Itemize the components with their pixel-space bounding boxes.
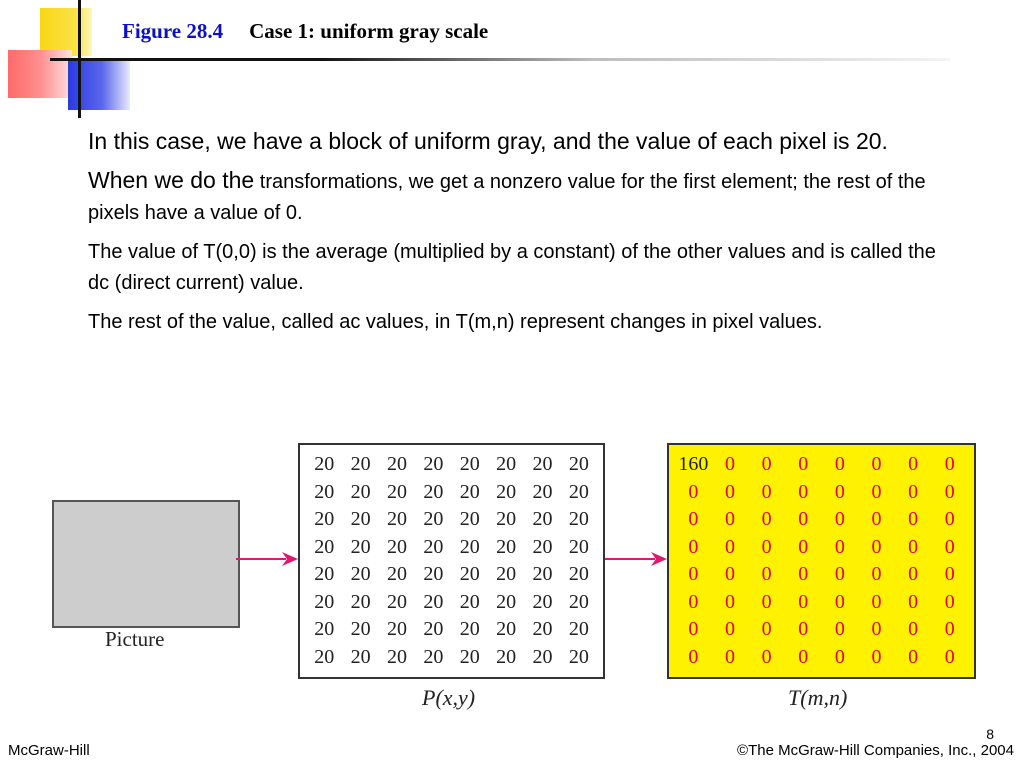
p-cell: 20 bbox=[568, 480, 589, 503]
t-cell: 0 bbox=[724, 590, 735, 613]
t-cell: 0 bbox=[798, 453, 809, 476]
p-cell: 20 bbox=[314, 590, 335, 613]
footer-copyright: ©The McGraw-Hill Companies, Inc., 2004 bbox=[737, 742, 1014, 759]
t-cell: 0 bbox=[871, 618, 882, 641]
t-cell: 0 bbox=[908, 645, 919, 668]
t-caption-args: (m,n) bbox=[800, 685, 848, 710]
p-cell: 20 bbox=[423, 645, 444, 668]
t-cell: 0 bbox=[908, 618, 919, 641]
t-cell: 0 bbox=[944, 535, 955, 558]
p-cell: 20 bbox=[423, 508, 444, 531]
t-matrix bbox=[675, 451, 968, 671]
p-cell: 20 bbox=[386, 535, 407, 558]
p-cell: 20 bbox=[314, 535, 335, 558]
p-cell: 20 bbox=[314, 508, 335, 531]
t-cell: 0 bbox=[688, 645, 699, 668]
t-cell: 0 bbox=[688, 618, 699, 641]
p-matrix bbox=[306, 451, 597, 671]
t-cell: 0 bbox=[798, 590, 809, 613]
p-cell: 20 bbox=[568, 453, 589, 476]
p-cell: 20 bbox=[386, 618, 407, 641]
title-underline bbox=[50, 58, 950, 61]
footer-publisher: McGraw-Hill bbox=[8, 742, 90, 759]
t-cell: 0 bbox=[834, 645, 845, 668]
p-cell: 20 bbox=[350, 480, 371, 503]
t-cell: 0 bbox=[834, 563, 845, 586]
p-cell: 20 bbox=[496, 535, 517, 558]
t-cell: 0 bbox=[871, 480, 882, 503]
t-cell: 0 bbox=[944, 480, 955, 503]
p-cell: 20 bbox=[459, 563, 480, 586]
t-cell: 0 bbox=[798, 618, 809, 641]
t-cell: 0 bbox=[834, 618, 845, 641]
t-cell: 0 bbox=[798, 563, 809, 586]
p-cell: 20 bbox=[532, 535, 553, 558]
t-cell: 0 bbox=[944, 508, 955, 531]
p-cell: 20 bbox=[496, 453, 517, 476]
p-cell: 20 bbox=[568, 645, 589, 668]
p-matrix-box bbox=[298, 443, 605, 679]
p-cell: 20 bbox=[459, 618, 480, 641]
p-cell: 20 bbox=[459, 645, 480, 668]
p-cell: 20 bbox=[459, 590, 480, 613]
t-cell: 0 bbox=[871, 590, 882, 613]
t-cell: 0 bbox=[761, 480, 772, 503]
p-cell: 20 bbox=[532, 453, 553, 476]
t-cell: 0 bbox=[908, 453, 919, 476]
p-cell: 20 bbox=[532, 508, 553, 531]
t-cell: 0 bbox=[688, 508, 699, 531]
t-cell: 0 bbox=[908, 563, 919, 586]
p-cell: 20 bbox=[423, 480, 444, 503]
t-cell: 0 bbox=[798, 645, 809, 668]
paragraph-2-lead: When we do the bbox=[88, 167, 255, 193]
p-cell: 20 bbox=[532, 645, 553, 668]
t-cell: 0 bbox=[724, 645, 735, 668]
t-cell: 0 bbox=[908, 535, 919, 558]
t-cell: 0 bbox=[834, 508, 845, 531]
p-cell: 20 bbox=[459, 480, 480, 503]
t-cell: 0 bbox=[724, 618, 735, 641]
t-cell: 0 bbox=[761, 645, 772, 668]
t-cell: 0 bbox=[944, 618, 955, 641]
t-cell: 0 bbox=[688, 590, 699, 613]
t-cell: 0 bbox=[688, 535, 699, 558]
t-cell: 0 bbox=[761, 535, 772, 558]
p-cell: 20 bbox=[386, 563, 407, 586]
page-number: 8 bbox=[986, 726, 994, 742]
paragraph-4: The rest of the value, called ac values, in T(m,n) represent changes in pixel values. bbox=[88, 311, 823, 333]
p-cell: 20 bbox=[314, 480, 335, 503]
t-cell: 160 bbox=[678, 453, 709, 476]
t-cell: 0 bbox=[834, 590, 845, 613]
p-cell: 20 bbox=[568, 618, 589, 641]
t-cell: 0 bbox=[834, 453, 845, 476]
p-cell: 20 bbox=[314, 618, 335, 641]
p-cell: 20 bbox=[423, 535, 444, 558]
paragraph-1: In this case, we have a block of uniform gray, and the value of each pixel is 20. bbox=[88, 128, 888, 154]
t-matrix-box bbox=[667, 443, 976, 679]
t-cell: 0 bbox=[761, 590, 772, 613]
picture-block bbox=[52, 500, 240, 628]
t-cell: 0 bbox=[871, 645, 882, 668]
p-cell: 20 bbox=[496, 508, 517, 531]
p-cell: 20 bbox=[496, 563, 517, 586]
t-cell: 0 bbox=[724, 563, 735, 586]
t-cell: 0 bbox=[761, 618, 772, 641]
p-cell: 20 bbox=[496, 590, 517, 613]
p-cell: 20 bbox=[568, 590, 589, 613]
t-cell: 0 bbox=[688, 563, 699, 586]
t-cell: 0 bbox=[798, 535, 809, 558]
p-cell: 20 bbox=[459, 508, 480, 531]
p-cell: 20 bbox=[350, 563, 371, 586]
p-matrix-caption bbox=[422, 685, 475, 711]
p-cell: 20 bbox=[532, 480, 553, 503]
p-cell: 20 bbox=[459, 453, 480, 476]
t-cell: 0 bbox=[871, 453, 882, 476]
figure-label: Figure 28.4 bbox=[122, 19, 224, 43]
t-cell: 0 bbox=[688, 480, 699, 503]
t-caption-func: T bbox=[788, 685, 801, 710]
p-cell: 20 bbox=[496, 618, 517, 641]
p-cell: 20 bbox=[423, 563, 444, 586]
p-cell: 20 bbox=[350, 618, 371, 641]
t-cell: 0 bbox=[944, 645, 955, 668]
title-caption: Case 1: uniform gray scale bbox=[249, 19, 489, 43]
p-cell: 20 bbox=[350, 453, 371, 476]
t-cell: 0 bbox=[724, 480, 735, 503]
t-matrix-caption bbox=[788, 685, 847, 711]
p-cell: 20 bbox=[532, 563, 553, 586]
t-cell: 0 bbox=[761, 453, 772, 476]
p-cell: 20 bbox=[350, 535, 371, 558]
slide-title bbox=[122, 19, 488, 44]
t-cell: 0 bbox=[834, 480, 845, 503]
p-cell: 20 bbox=[423, 453, 444, 476]
t-cell: 0 bbox=[724, 508, 735, 531]
t-cell: 0 bbox=[871, 535, 882, 558]
t-cell: 0 bbox=[798, 480, 809, 503]
p-cell: 20 bbox=[532, 590, 553, 613]
t-cell: 0 bbox=[871, 563, 882, 586]
p-cell: 20 bbox=[568, 535, 589, 558]
t-cell: 0 bbox=[798, 508, 809, 531]
p-cell: 20 bbox=[350, 645, 371, 668]
t-cell: 0 bbox=[834, 535, 845, 558]
p-cell: 20 bbox=[568, 508, 589, 531]
p-caption-args: (x,y) bbox=[435, 685, 476, 710]
p-caption-func: P bbox=[422, 685, 436, 710]
logo-yellow-square bbox=[40, 8, 92, 56]
t-cell: 0 bbox=[724, 535, 735, 558]
t-cell: 0 bbox=[761, 563, 772, 586]
t-cell: 0 bbox=[944, 563, 955, 586]
p-cell: 20 bbox=[496, 645, 517, 668]
p-cell: 20 bbox=[386, 480, 407, 503]
p-cell: 20 bbox=[350, 590, 371, 613]
p-cell: 20 bbox=[459, 535, 480, 558]
p-cell: 20 bbox=[314, 563, 335, 586]
t-cell: 0 bbox=[724, 453, 735, 476]
p-cell: 20 bbox=[423, 590, 444, 613]
paragraph-2-rest: transformations, we get a nonzero value for the first element; the rest of the pixels have a value of 0. bbox=[88, 171, 926, 224]
paragraph-2 bbox=[88, 165, 958, 229]
t-cell: 0 bbox=[908, 590, 919, 613]
t-cell: 0 bbox=[944, 590, 955, 613]
p-cell: 20 bbox=[386, 508, 407, 531]
body-text bbox=[88, 126, 958, 346]
p-cell: 20 bbox=[386, 453, 407, 476]
p-cell: 20 bbox=[350, 508, 371, 531]
p-cell: 20 bbox=[568, 563, 589, 586]
p-cell: 20 bbox=[496, 480, 517, 503]
p-cell: 20 bbox=[386, 645, 407, 668]
arrow-picture-to-p bbox=[236, 551, 298, 567]
p-cell: 20 bbox=[386, 590, 407, 613]
t-cell: 0 bbox=[761, 508, 772, 531]
t-cell: 0 bbox=[944, 453, 955, 476]
p-cell: 20 bbox=[314, 453, 335, 476]
p-cell: 20 bbox=[532, 618, 553, 641]
t-cell: 0 bbox=[871, 508, 882, 531]
picture-label: Picture bbox=[105, 627, 165, 651]
t-cell: 0 bbox=[908, 508, 919, 531]
paragraph-3: The value of T(0,0) is the average (multiplied by a constant) of the other values and is called the dc (direct current) value. bbox=[88, 241, 936, 294]
p-cell: 20 bbox=[314, 645, 335, 668]
t-cell: 0 bbox=[908, 480, 919, 503]
arrow-p-to-t bbox=[605, 551, 667, 567]
p-cell: 20 bbox=[423, 618, 444, 641]
